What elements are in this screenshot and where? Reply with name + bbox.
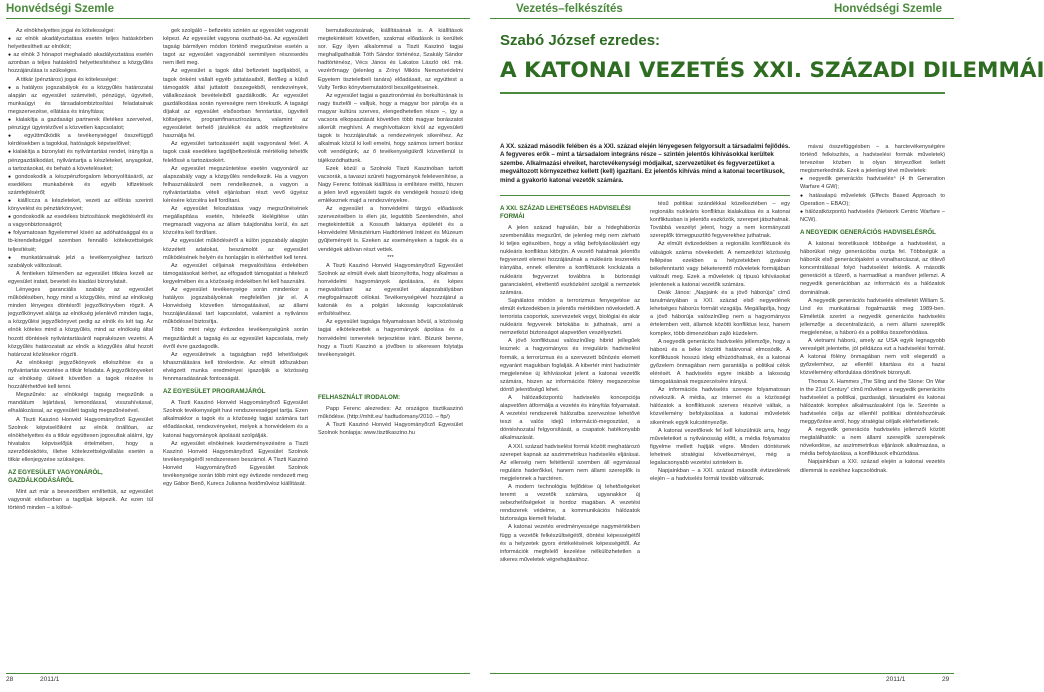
text-column-2 xyxy=(650,170,790,673)
bullet-item: ● az elnök akadályoztatása esetén teljes hatáskörben helyettesítheti az elnököt; xyxy=(8,35,153,51)
body-paragraph: A katonai vezetőknek fel kell készülniük arra, hogy műveleteiket a nyilvánosság előtt, a média folyamatos figyelme mellett hajtják végre. Minden döntésnek lehetnek stratégiai következményei, még a legalacsonyabb vezetési szinteken is. xyxy=(650,427,790,466)
issue-label: 2011/1 xyxy=(40,676,60,683)
section-subheading: AZ EGYESÜLET VAGYONÁRÓL, GAZDÁLKODÁSÁRÓL xyxy=(8,469,103,485)
section-subheading: FELHASZNÁLT IRODALOM: xyxy=(318,393,401,401)
body-paragraph: Ezek közül a Szolnoki Tiszti Kaszinóban tartott vacsorák, a tavaszi szüreti hagyományok felelevenítése, a Nagy Ferenc fotóinak kiállítása is említésre méltó, hiszen a jelen levő egyesületi tagok és vendégeik hosszú ideig emlékeznek majd a rendezvényekre. xyxy=(318,165,463,204)
body-paragraph: Az egyesület feloszlatása vagy megszűnésének megállapítása esetén, hitelezők kielégítése után megmaradt vagyona az állam tulajdonába kerül, és azt közcélra kell fordítani. xyxy=(163,206,308,237)
text-column-3 xyxy=(318,27,463,673)
left-page xyxy=(0,0,480,692)
bullet-item: ● a hatályos jogszabályok és a közgyűlés határozatai alapján az egyesület számviteli, pénzügyi, ügyviteli, munkaügyi és társadalombiztosítási feladatainak megszervezése, ellátása és irányítása; xyxy=(8,84,153,116)
body-paragraph: Az egyesület céljainak megvalósítása érdekében támogatásokat kérhet, az elfogadott támogatást a hitelező kegyelmében és a közösség érdekében fel kell használni. xyxy=(163,262,308,285)
body-paragraph: Napjainkban – a XXI. század második évtizedének elején – a hadviselés formái tovább változnak. xyxy=(650,468,790,483)
body-paragraph: Az egyesület tagsága folyamatosan bővül, a közösség tagjai elkötelezettek a hagyományok ápolása és a honvédelmi ismeretek terjesztése iránt. Bízunk benne, hogy a Tiszti Kaszinó a jövőben is sikeresen folytatja tevékenységét. xyxy=(318,319,463,358)
section-subheading: AZ EGYESÜLET PROGRAMJÁRÓL xyxy=(163,388,266,396)
footer-rule xyxy=(6,673,470,674)
right-page xyxy=(480,0,1044,692)
body-paragraph: A negyedik generációs hadviselés jellemzői között megtalálhatók: a nem állami szereplők szerepének növekedése, az aszimmetrikus eljárások alkalmazása, a média befolyásolása, a konfliktusok elhúzódása. xyxy=(800,427,945,458)
body-paragraph: Papp Ferenc alezredes: Az országos tisztikaszinó működése. (http://mhtt.eu/ hadtudomany/2010. – ftp/) xyxy=(318,405,463,420)
body-paragraph: A fentieken túlmenően az egyesület titkára kezeli az egyesület iratait, beveteli és kiadási bizonylatait. xyxy=(8,270,153,285)
header-rule xyxy=(490,18,954,19)
bullet-item: ● negyedik generációs hadviselés⁴ (4 th Generation Warfare 4 GW); xyxy=(800,175,945,191)
bullet-item: ● kialakítja a bizonylati és nyilvántartási rendet, irányítja a pénzgazdálkodást, nyilvántartja a készleteket, anyagokat, a tartozásokat, és beható a követeléseket; xyxy=(8,148,153,172)
bullet-item: ● kialakítja a gazdasági partnerek illetékes szerveivel, pénzügyi ügyintézővel a közvetlen kapcsolatot; xyxy=(8,116,153,132)
bullet-item: ● együttműködik a tevékenységgel összefüggő kérdésekben a tagokkal, hatóságok képviselőivel; xyxy=(8,132,153,148)
header-rule xyxy=(6,18,470,19)
body-paragraph: A XXI. század hadviselési formái között meghatározó szerepet kapnak az aszimmetrikus hadviselés eljárásai. Az ellenség nem feltétlenül szemben áll egymással reguláris haderőkkel, hanem nem állami szereplők is megjelennek a harctéren. xyxy=(500,443,640,482)
section-subheading: A XXI. SZÁZAD LEHETSÉGES HADVISELÉSI FORMÁI xyxy=(500,205,631,220)
section-subheading: A NEGYEDIK GENERÁCIÓS HADVISELÉSRŐL xyxy=(800,228,936,236)
article-title: A KATONAI VEZETÉS XXI. SZÁZADI DILEMMÁI xyxy=(500,58,1044,83)
bullet-item: ● hálózatközpontú hadviselés (Network Centric Warfare – NCW). xyxy=(800,208,945,224)
running-head-left: Honvédségi Szemle xyxy=(6,3,115,15)
body-paragraph: Az egyesület működéséről a külön jogszabály alapján közzétett adatokat, beszámolót az egyesület működésének helyén és honlapján is elérhetővé kell tenni. xyxy=(163,238,308,261)
body-paragraph: Az egyesület a tagok által befizetett tagdíjakból, a tagok önként vállalt egyéb juttatásaiból, illetőleg a külső támogatók által juttatott összegekből, rendezvények, vállalkozások bevételeiből gazdálkodik. Az egyesület gazdálkodása során nyereségre nem törekszik. A tagsági díjakat az egyesület elsősorban fenntartási, ügyviteli költségeire, programfinanszírozásra, valamint az egyesületet terhelő járulékok és adók megfizetésére használja fel. xyxy=(163,68,308,140)
article-author: Szabó József ezredes: xyxy=(500,32,661,49)
column-spacer xyxy=(318,359,463,389)
footer-rule xyxy=(490,673,954,674)
body-paragraph: bemutatkozásának, kiállításának is. A kiállítások megtekintését követően, szakmai előadások is kerültek sor. Egy ilyen alkalommal a Tiszti Kaszinó tagjai meghallgathatták Tóth Sándor történész, Szakály Sándor hadtörténész, Vécs János és Lakatos László okl. mk. vezérőrnagy (jelenleg a Zrínyi Miklós Nemzetvédelmi Egyetem tiszteletbeli tanára) előadásait, az együttest a Vulty Tertko könyvbemutatóról beszélgetéseinek. xyxy=(318,28,463,91)
column-spacer xyxy=(500,170,640,200)
bullet-item: ● gondoskodik a készpénzforgalom lebonyolításáról, az esedékes munkabérek és egyéb kifizetések számfejtéséről; xyxy=(8,173,153,197)
body-paragraph: Az elnökségi jegyzőkönyvek elkészítése és a nyilvántartás vezetése a titkár feladata. A jegyzőkönyveket az elnökség üléseit követően a tagok részére is hozzáférhetővé kell tenni. xyxy=(8,359,153,391)
section-separator: *** xyxy=(387,254,394,261)
body-paragraph: A Tiszti Kaszinó Honvéd Hagyományőrző Egyesület Szolnok képviselőiként az elnök önállóan, az elnökhelyettes és a titkár együttesen jogosultak aláírni, így hivatalos képviselőjük értelmében, hogy a szerződéskötés, illetve kötelezettségvállalás esetén a titkár ellenjegyzése szükséges. xyxy=(8,416,153,463)
text-column-2 xyxy=(163,27,308,673)
bullet-item: ● gondoskodik az esedékes biztosítások megkötéséről és a vagyonbiztonságról; xyxy=(8,213,153,229)
body-paragraph: Az egyesület tagjai a gasztronómiai és borkultúrának is nagy tisztelői – valljuk, hogy a magyar bor párolja és a magyar kultúra szerves, elengedhetetlen része –, így a vacsora elkopasztását követően több magyar borászatot sikerült meghívni. A meghívottakon kívül az egyesületi tagok is hozzájárultak a rendezvények sikeréhez. Az alkalmak közül ki kell emelni, hogy számos ismert borász volt vendégünk, az ő tevékenységükről közvetlenül is tájékozódhattunk. xyxy=(318,92,463,164)
running-head-right: Honvédségi Szemle xyxy=(834,3,943,15)
text-column-1 xyxy=(500,170,640,673)
page-number: 28 xyxy=(6,676,14,683)
body-paragraph: Megszűnés: az elnökségi tagság megszűnik a mandátum lejártával, lemondással, visszahívással, elhalálozással, az egyesületi tagság megszűnésével. xyxy=(8,392,153,415)
body-paragraph: Sajnálatos módon a terrorizmus fenyegetése az elmúlt évtizedekben is jelentős mértékben növekedett. A terrorista csoportok, szervezetek vegyi, biológiai és akár nukleáris fegyverek birtokába is juthatnak, ami a nemzetközi biztonságot alapvetően veszélyezteti. xyxy=(500,297,640,337)
body-paragraph: A Tiszti Kaszinó Honvéd Hagyományőrző Egyesület Szolnok tevékenységét havi rendszerességgel tartja. Ezen alkalmakkor a tagok és a közösség tagjai számára tart előadásokat, rendezvényeket, melyek a honvédelem és a katonai hagyományok ápolását szolgálják. xyxy=(163,400,308,439)
title-rule xyxy=(500,92,945,94)
body-paragraph: gek szolgáló – befizetés szintén az egyesület vagyonát képezi. Az egyesület vagyona osztható-ba. Az egyesületi tagság bármilyen módon történő megszűnése esetén a tagot az egyesület vagyonából semmilyen részesedés nem illeti meg. xyxy=(163,28,308,67)
body-paragraph: Több mint négy évtizedes tevékenységünk során megszilárdult a tagság és az egyesület kapcsolata, mely évről évre gazdagodik. xyxy=(163,327,308,350)
body-paragraph: Az elnökhelyettes jogai és kötelességei: xyxy=(16,28,115,34)
body-paragraph: A jövő konfliktusai valószínűleg hibrid jellegűek lesznek: a hagyományos és irreguláris hadviselési formák, a terrorizmus és a szervezett bűnözés elemeit egyaránt magukban foglalják. A kibertér mint hadszíntér megjelenése új kihívásokat jelent a katonai vezetők számára, hiszen az információs fölény megszerzése döntő jelentőségű lehet. xyxy=(500,338,640,393)
bullet-item: ● az elnök 3 hónapot meghaladó akadályoztatása esetén azonban a teljes hatáskörű helyettesítéshez a közgyűlés hozzájárulása is szükséges. xyxy=(8,51,153,75)
body-paragraph: tésű politikai szándékkal közelkeztében – egy regionális nukleáris konfliktus kialakulása és a katonai konfliktusban is jelentős eszközök, szerepet játszhatnak. Továbbá veszélyt jelent, hogy a nem kormányzati szereplők tömegpusztító fegyverekhez juthatnak. xyxy=(650,201,790,240)
body-paragraph: Az elmúlt évtizedekben a regionális konfliktusok és válságok száma növekedett. A nemzetközi közösség fellépése ezekben a helyzetekben gyakran békefenntartó vagy béketeremtő műveletek formájában valósult meg. Ezek a műveletek új típusú kihívásokat jelentenek a katonai vezetők számára. xyxy=(650,241,790,288)
body-paragraph: Napjainkban a XXI. század elején a katonai vezetés dilemmái is ezekhez kapcsolódnak. xyxy=(800,459,945,474)
body-paragraph: Az egyesület tartozásaiért saját vagyonával felel. A tagok csak esedékes tagdíjbefizetésük mértékéig tehetők felelőssé a tartozásokért. xyxy=(163,141,308,164)
bullet-item: ● folyamatosan figyelemmel kíséri az adóhatósággal és a tb-kirendeltséggel szemben fennálló kötelezettségek teljesítését; xyxy=(8,229,153,253)
body-paragraph: A titkár (pénztáros) jogai és kötelességei: xyxy=(16,76,118,83)
body-paragraph: Az egyesület tevékenysége során mindenkor a hatályos jogszabályoknak megfelelően jár el. A Honvédség közvetlen támogatásával, az állami hozzájárulással tart kapcsolatot, valamint a nyilvános működéssel biztosítja. xyxy=(163,287,308,326)
body-paragraph: A Tiszti Kaszinó Honvéd Hagyományőrző Egyesület Szolnok az elmúlt évek alatt bizonyította, hogy alkalmas a honvédelmi hagyományok ápolására, és képes megvalósítani az egyesület alapszabályában megfogalmazott célokat. Tevékenységével hozzájárul a katonák és a polgári lakosság kapcsolatának erősítéséhez. xyxy=(318,262,463,318)
bullet-item: ● kiállíccza a készleteket, vezeti az előírás szerinti könyvelést és pénztárkönyvet; xyxy=(8,197,153,213)
body-paragraph: Az egyesület megszüntetése esetén vagyonáról az alapszabály vagy a közgyűlés rendelkezik. Ha a vagyon felhasználásáról nem rendelkeznek, a vagyon a nyilvántartásba vételi eljárásban részt vevő ügyész kérésére közcélra kell fordítani. xyxy=(163,165,308,204)
page-number: 29 xyxy=(942,676,950,683)
body-paragraph: Az egyesület a honvédelmi tárgyú előadások szervezésében is élen jár, legutóbb Szentendrén, ahol megtekintettük a Kossuth laktanya épületét és a Honvédelmi Minisztérium Hadtörténeti Intézet és Múzeum gyűjteményét is. Ezeken az eseményeken a tagok és a vendégek aktívan részt vettek. xyxy=(318,206,463,253)
body-paragraph: A Tiszti Kaszinó Honvéd Hagyományőrző Egyesület Szolnok honlapja: www.tisztikaszino.hu xyxy=(318,422,463,437)
text-column-3 xyxy=(800,143,945,673)
body-paragraph: Az egyesületnek a tagságban rejlő lehetőségek kihasználására kell törekednie. Az elmúlt időszakban elvégzett munka eredményei igazolják a közösség fennmaradásának fontosságát. xyxy=(163,351,308,383)
body-paragraph: Az egyesület elnökének kezdeményezésére a Tiszti Kaszinó Honvéd Hagyományőrző Egyesület Szolnok tevékenységéről rendszeresen beszámol. A Tiszti Kaszinó Honvéd Hagyományőrző Egyesület Szolnok tevékenysége során több mint egy évtizede rendezett meg egy Gábor Benő, Kurecs Julianna festőművész kiállítását. xyxy=(163,440,308,488)
body-paragraph: A katonai vezetés eredményessége nagymértékben függ a vezetők felkészültségétől, döntési képességétől és a helyzetek gyors értékelésének képességétől. Az információk megfelelő kezelése nélkülözhetetlen a sikeres műveletek végrehajtásához. xyxy=(500,524,640,563)
body-paragraph: A negyedik generációs hadviselés jellemzője, hogy a háború és a béke közötti határvonal elmosódik. A konfliktusok hosszú ideig elhúzódhatnak, és a katonai győzelem önmagában nem garantálja a politikai célok elérését. A hadviselés egyre inkább a lakosság támogatásának megszerzésére irányul. xyxy=(650,338,790,386)
body-paragraph: A vietnami háború, amely az USA egyik legnagyobb vereségét jelentette, jól példázza ezt a hadviselési formát. A katonai fölény önmagában nem volt elegendő a győzelemhez, az ellenfél kitartása és a hazai közvélemény elfordulása döntőnek bizonyult. xyxy=(800,338,945,377)
bullet-item: ● munkatársainak jelzi a tevékenységhez tartozó szabályok változásait. xyxy=(8,254,153,270)
running-head-section: Vezetés–felkészítés xyxy=(516,3,623,15)
article-lead: A XX. század második felében és a XXI. század elején lényegesen felgyorsult a társadalmi fejlődés. A fegyveres erők – mint a társadalom integráns része – szintén jelentős kihívásokkal kerültek szembe. Alkalmazási elveiket, harctevékenységi módjaikat, szervezetüket és fegyverzetüket a megváltozott környezethez kellett (kell) igazítani. Ez jelentős kihívás mind a katonai tecertikusok, mind a gyakorló katonai vezetők számára. xyxy=(500,143,791,184)
body-paragraph: Deák János: „Napjaink és a jövő háborúja” című tanulmányában a XXI. század első negyedének lehetséges háborús formáit vizsgálja. Megállapítja, hogy a jövő háborúja valószínűleg nem a hagyományos értelemben vett, államok közötti konfliktus lesz, hanem komplex, több dimenzióban zajló küzdelem. xyxy=(650,290,790,337)
body-paragraph: Thomas X. Hammes „The Sling and the Stone: On War in the 21st Century” című művében a negyedik generációs hadviselést a politikai, gazdasági, társadalmi és katonai hálózatok komplex alkalmazásaként írja le. Szerinte a hadviselés célja az ellenfél politikai döntéshozóinak meggyőzése arról, hogy stratégiai céljaik elérhetetlenek. xyxy=(800,378,945,425)
body-paragraph: Mint azt már a bevezetőben említettük, az egyesület vagyonát elsősorban a tagdíjak képezik. Az ezen túl történő minden – a költsé- xyxy=(8,489,153,512)
body-paragraph: mávai összefüggésben – a harctevékenységére történő felkészítés, a hadviselési formák műveletek) tervezése közben is olyan tényezőket kellett megismerkedniük. Ezek a jelenlegi tévé műveletek: xyxy=(800,144,945,175)
body-paragraph: A katonai teoretikusok többsége a hadviselést, a háborúkat négy generációba osztja fel. Többségük a háborúk első generációjaként a vonalharcászat, az ötlevő koncentrálással folyó hadviselést tekintik. A második generációt a tűzerő, a harmadikat a manőver jellemzi. A negyedik generációban az információ és a hálózatok dominálnak. xyxy=(800,240,945,296)
body-paragraph: A jelen század hajnalán, bár a hidegháborús szembenállás megszűnt, de jelenleg még nem zárható ki teljes egészében, hogy a világ befolyásolásáért egy nukleáris konfliktus kitörjön. A vezető hatalmak jelentős fegyverzeti elemei hozzájárulnak a nukleáris leszerelés irányába, ennek ellenére a konfliktusok kockázata a nukleáris fegyverzet továbbra is biztonsági garanciaként, elrettentő eszközként szolgál a nemzetek számára. xyxy=(500,225,640,296)
text-column-1 xyxy=(8,27,153,673)
body-paragraph: Az információs hadviselés szerepe folyamatosan növekszik. A média, az internet és a közösségi hálózatok a konfliktusok szerves részévé váltak, a közvélemény befolyásolása a katonai műveletek sikerének egyik kulcstényezője. xyxy=(650,387,790,426)
issue-label: 2011/1 xyxy=(886,676,906,683)
bullet-item: ● hatásalapú műveletek (Effects Based Approach to Operation – EBAO); xyxy=(800,192,945,208)
body-paragraph: A modern technológia fejlődése új lehetőségeket teremt a vezetők számára, ugyanakkor új sebezhetőségeket is hordoz magában. A vezetési rendszerek védelme, a kommunikációs hálózatok biztonsága kiemelt feladat. xyxy=(500,484,640,523)
body-paragraph: A negyedik generációs hadviselés elméletét William S. Lind és munkatársai fogalmazták meg 1989-ben. Elméletük szerint a negyedik generációs hadviselés jellemzője a decentralizáció, a nem állami szereplők megjelenése, a háború és a politika összefonódása. xyxy=(800,297,945,336)
column-spacer xyxy=(650,170,790,200)
body-paragraph: A hálózatközpontú hadviselés koncepciója alapvetően átformálja a vezetés és irányítás folyamatait. A vezetési rendszerek hálózatba szervezése lehetővé teszi a valós idejű információ-megosztást, a döntéshozatal felgyorsítását, a csapatok hatékonyabb alkalmazását. xyxy=(500,394,640,442)
body-paragraph: Lényeges garanciális szabály az egyesület működésében, hogy mind a közgyűlés, mind az elnökség minden lényeges döntésről jegyzőkönyvben rögzít. A jegyzőkönyvet aláírja az elnökség jelenlévő minden tagja, a közgyűlési jegyzőkönyvet pedig az elnök és két tag. Az elnök köteles mind a közgyűlés, mind az elnökség által hozott döntések nyilvántartásáról naprakészen vezetni. A közgyűlés határozatait az elnök a közgyűlés által hozott határozat közlésekor rögzíti. xyxy=(8,287,153,358)
